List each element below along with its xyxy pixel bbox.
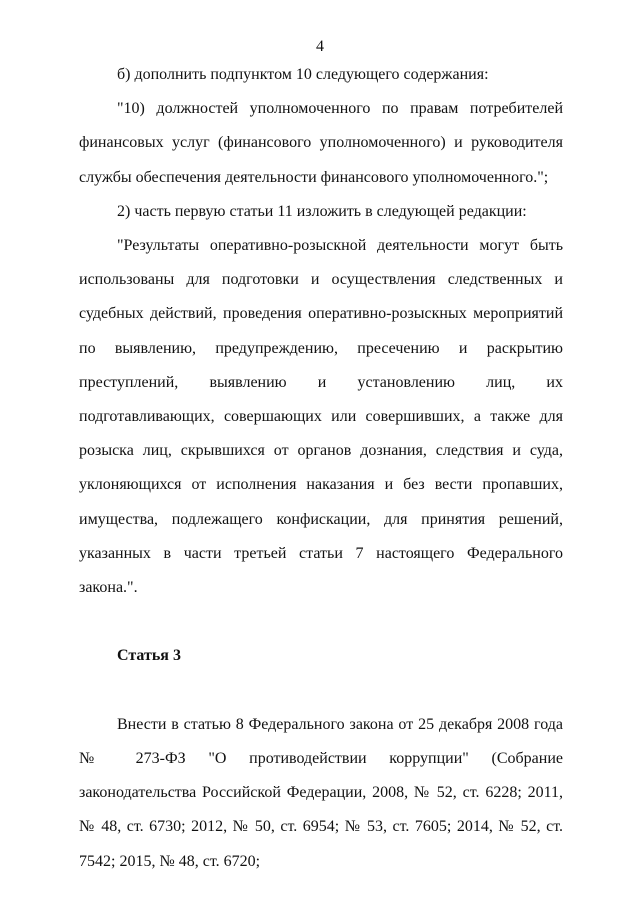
spacer bbox=[79, 674, 563, 708]
paragraph-subitem-b: б) дополнить подпунктом 10 следующего содержания: bbox=[117, 66, 489, 83]
paragraph-results-ord: "Результаты оперативно-розыскной деятельности могут быть использованы для подготовки и осуществления следственных и судебных действий, проведения оперативно-розыскных мероприятий по выявлению, предупреждению, пресечению и раскрытию преступлений, выявлению и установлению лиц, их подготавливающих, совершающих или совершивших, а также для розыска лиц, скрывшихся от органов дознания, следствия и суда, уклоняющихся от исполнения наказания и без вести пропавших, имущества, подлежащего конфискации, для принятия решений, указанных в части третьей статьи 7 настоящего Федерального закона.". bbox=[79, 237, 563, 597]
page-number: 4 bbox=[316, 38, 324, 55]
paragraph-subitem-10-text: "10) должностей уполномоченного по правам потребителей финансовых услуг (финансового уполномоченного) и руководителя службы обеспечения деятельности финансового уполномоченного."; bbox=[79, 100, 563, 186]
spacer bbox=[79, 605, 563, 639]
paragraph-article-3-body: Внести в статью 8 Федерального закона от 25 декабря 2008 года № 273-ФЗ "О противодействии коррупции" (Собрание законодательства Российской Федерации, 2008, № 52, ст. 6228; 2011, № 48, ст. 6730; 2012, № 50, ст. 6954; № 53, ст. 7605; 2014, № 52, ст. 7542; 2015, № 48, ст. 6720; bbox=[79, 715, 563, 870]
document-body bbox=[79, 58, 563, 879]
article-heading: Статья 3 bbox=[117, 647, 181, 665]
paragraph-item-2: 2) часть первую статьи 11 изложить в следующей редакции: bbox=[117, 202, 527, 220]
